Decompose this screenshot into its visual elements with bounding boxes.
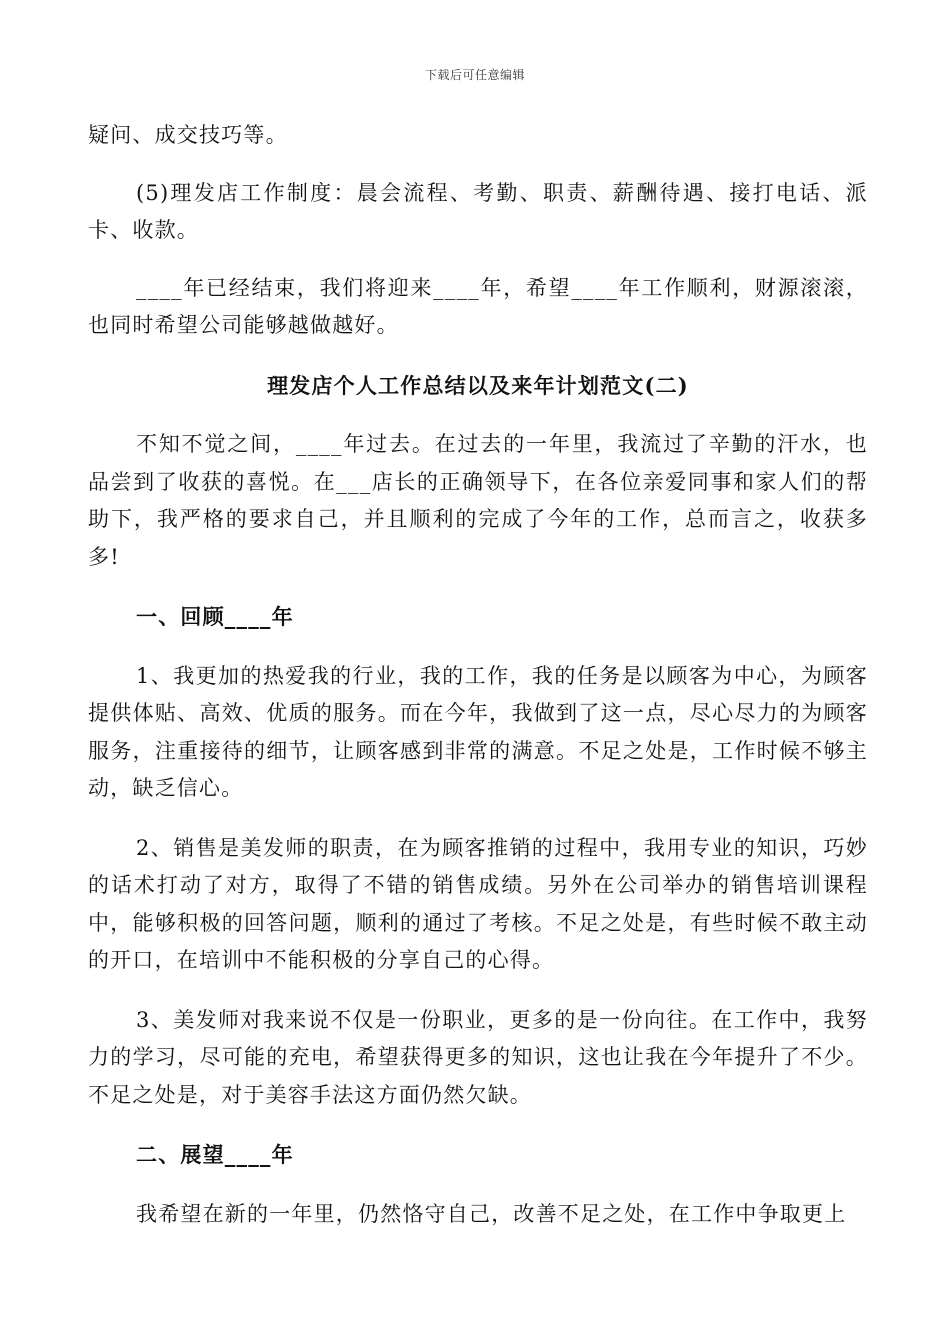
heading-review: 一、回顾____年: [136, 604, 294, 629]
heading-outlook: 二、展望____年: [136, 1142, 294, 1167]
paragraph-outlook: 我希望在新的一年里，仍然恪守自己，改善不足之处，在工作中争取更上: [136, 1201, 847, 1226]
paragraph-continuation: 疑问、成交技巧等。: [88, 123, 288, 147]
document-body: [88, 117, 868, 1233]
paragraph-work-rules: (5)理发店工作制度：晨会流程、考勤、职责、薪酬待遇、接打电话、派卡、收款。: [88, 180, 868, 242]
section-title: 理发店个人工作总结以及来年计划范文(二): [267, 372, 689, 398]
paragraph-review-2: 2、销售是美发师的职责，在为顾客推销的过程中，我用专业的知识，巧妙的话术打动了对方，取得了不错的销售成绩。另外在公司举办的销售培训课程中，能够积极的回答问题，顺利的通过了考核。不足之处是，有些时候不敢主动的开口，在培训中不能积极的分享自己的心得。: [88, 835, 868, 972]
paragraph-intro: 不知不觉之间，____年过去。在过去的一年里，我流过了辛勤的汗水，也品尝到了收获的喜悦。在___店长的正确领导下，在各位亲爱同事和家人们的帮助下，我严格的要求自己，并且顺利的完成了今年的工作，总而言之，收获多多!: [88, 432, 868, 569]
paragraph-review-1: 1、我更加的热爱我的行业，我的工作，我的任务是以顾客为中心，为顾客提供体贴、高效、优质的服务。而在今年，我做到了这一点，尽心尽力的为顾客服务，注重接待的细节，让顾客感到非常的满意。不足之处是，工作时候不够主动，缺乏信心。: [88, 663, 868, 800]
paragraph-review-3: 3、美发师对我来说不仅是一份职业，更多的是一份向往。在工作中，我努力的学习，尽可能的充电，希望获得更多的知识，这也让我在今年提升了不少。不足之处是，对于美容手法这方面仍然欠缺。: [88, 1007, 868, 1107]
page-header: 下载后可任意编辑: [424, 68, 525, 82]
paragraph-closing-wish: ____年已经结束，我们将迎来____年，希望____年工作顺利，财源滚滚，也同时希望公司能够越做越好。: [88, 275, 868, 337]
